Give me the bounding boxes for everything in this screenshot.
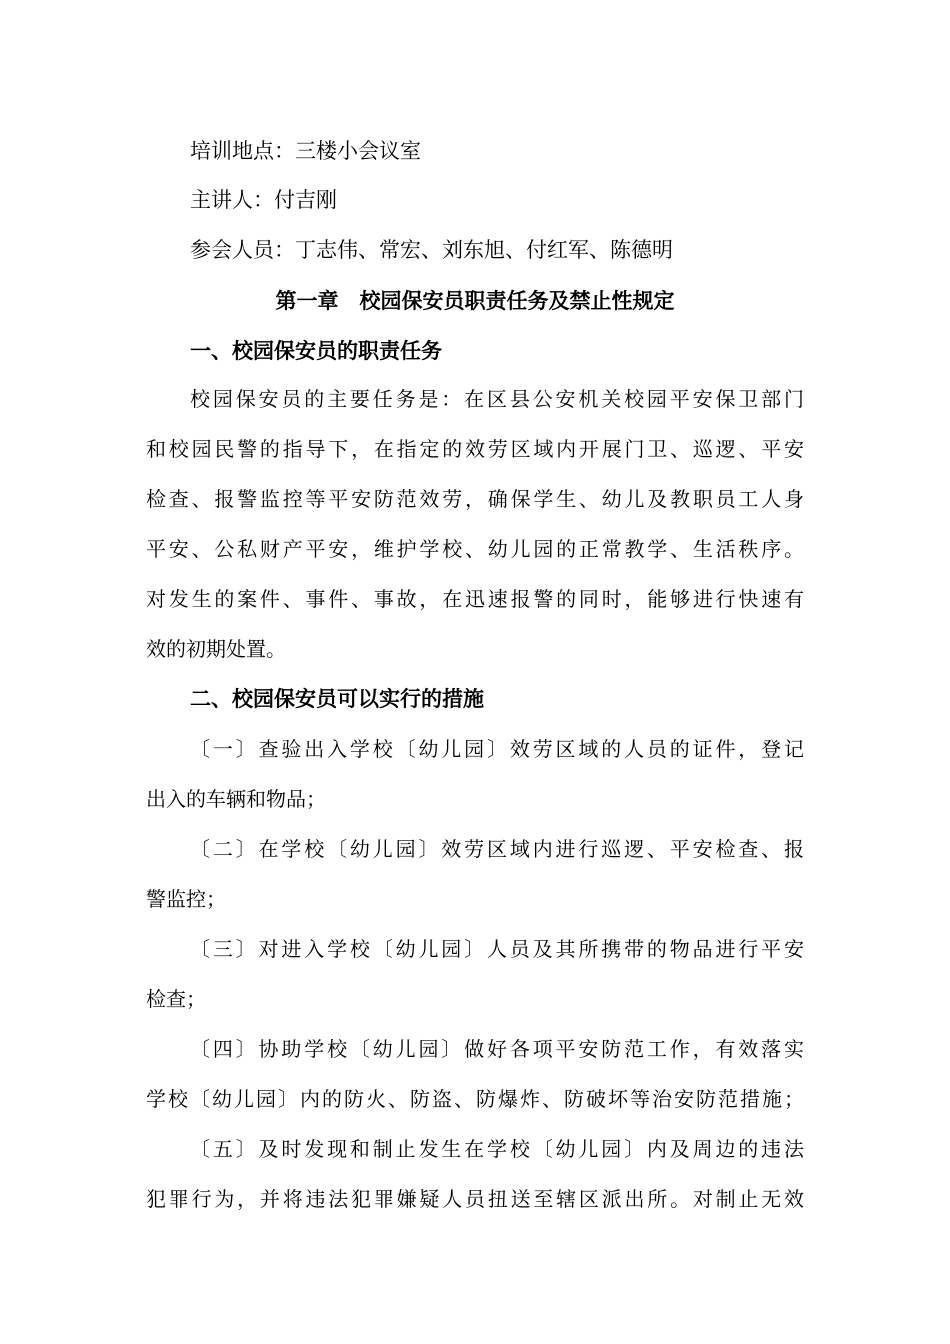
training-location: 培训地点：三楼小会议室	[190, 139, 421, 163]
list-item-line: 〔二〕在学校〔幼儿园〕效劳区域内进行巡逻、平安检查、报	[190, 837, 804, 861]
paragraph-line: 效的初期处置。	[146, 637, 286, 661]
list-item-line: 警监控；	[146, 887, 226, 911]
chapter-title: 第一章 校园保安员职责任务及禁止性规定	[275, 289, 675, 313]
list-item-line: 〔一〕查验出入学校〔幼儿园〕效劳区域的人员的证件，登记	[190, 737, 804, 761]
section-heading-measures: 二、校园保安员可以实行的措施	[190, 687, 484, 711]
list-item-line: 犯罪行为，并将违法犯罪嫌疑人员扭送至辖区派出所。对制止无效	[146, 1187, 804, 1211]
list-item-line: 〔五〕及时发现和制止发生在学校〔幼儿园〕内及周边的违法	[190, 1137, 804, 1161]
paragraph-line: 校园保安员的主要任务是：在区县公安机关校园平安保卫部门	[190, 387, 804, 411]
section-heading-duties: 一、校园保安员的职责任务	[190, 339, 442, 363]
list-item-line: 学校〔幼儿园〕内的防火、防盗、防爆炸、防破坏等治安防范措施；	[146, 1087, 804, 1111]
list-item-line: 检查；	[146, 987, 206, 1011]
paragraph-line: 对发生的案件、事件、事故，在迅速报警的同时，能够进行快速有	[146, 587, 804, 611]
list-item-line: 出入的车辆和物品；	[146, 787, 326, 811]
list-item-line: 〔三〕对进入学校〔幼儿园〕人员及其所携带的物品进行平安	[190, 937, 804, 961]
paragraph-line: 平安、公私财产平安，维护学校、幼儿园的正常教学、生活秩序。	[146, 537, 804, 561]
paragraph-line: 和校园民警的指导下，在指定的效劳区域内开展门卫、巡逻、平安	[146, 437, 804, 461]
speaker: 主讲人：付吉刚	[190, 188, 337, 212]
paragraph-line: 检查、报警监控等平安防范效劳，确保学生、幼儿及教职员工人身	[146, 487, 804, 511]
list-item-line: 〔四〕协助学校〔幼儿园〕做好各项平安防范工作，有效落实	[190, 1037, 804, 1061]
attendees: 参会人员：丁志伟、常宏、刘东旭、付红军、陈德明	[190, 238, 673, 262]
